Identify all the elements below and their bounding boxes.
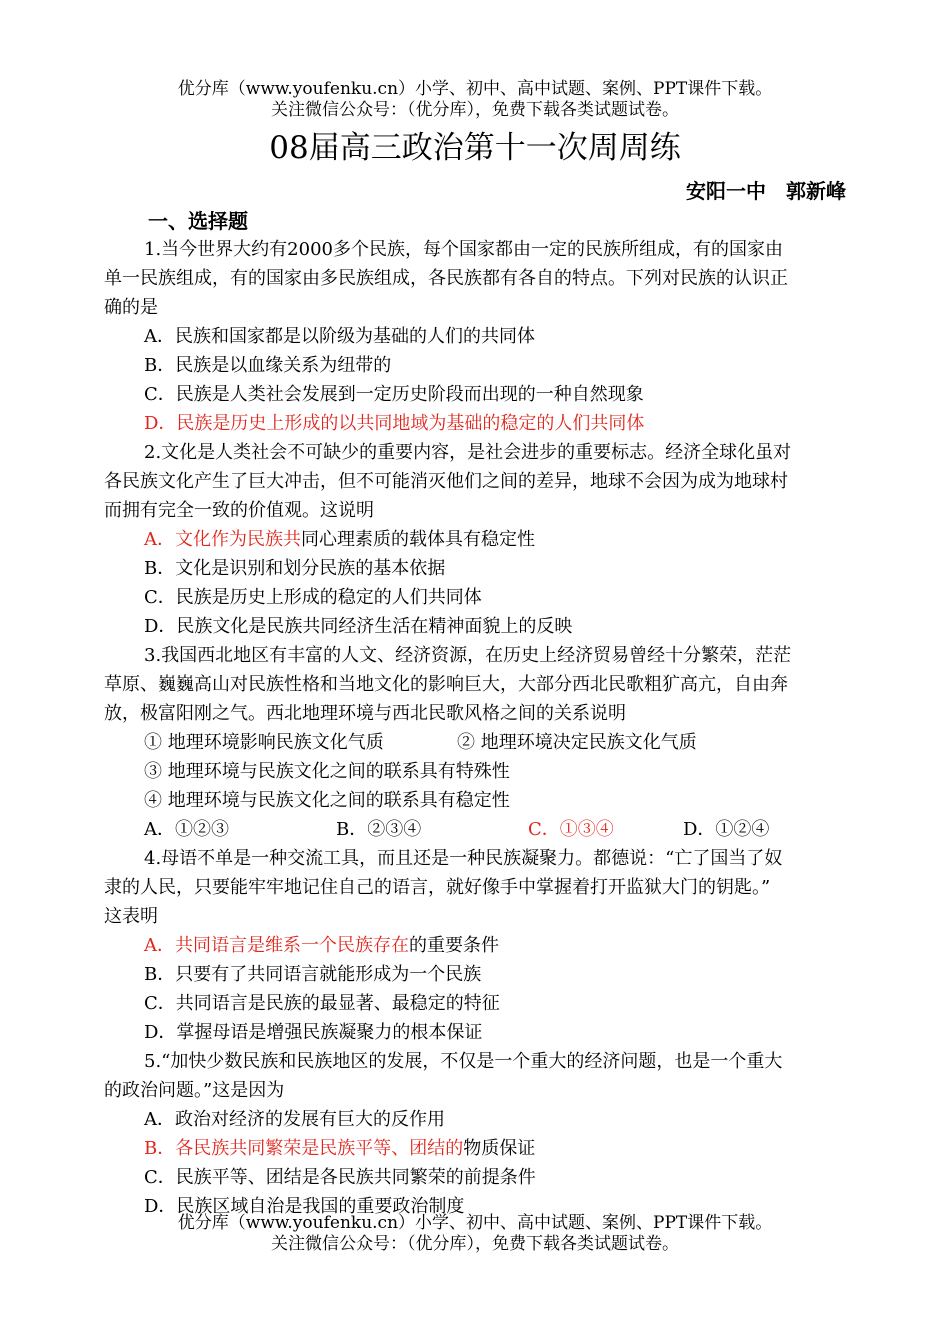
q5-option-b	[104, 1134, 846, 1163]
q2-option-a-highlight: A．文化作为民族共	[144, 529, 301, 550]
q2-option-d: D．民族文化是民族共同经济生活在精神面貌上的反映	[144, 616, 573, 637]
q4-option-b: B．只要有了共同语言就能形成为一个民族	[144, 964, 482, 985]
page-title: 08届高三政治第十一次周周练	[269, 130, 681, 166]
q1-option-d-answer: D．民族是历史上形成的以共同地域为基础的稳定的人们共同体	[144, 413, 645, 434]
q3-stem-line: 3.我国西北地区有丰富的人文、经济资源，在历史上经济贸易曾经十分繁荣，茫茫	[144, 645, 792, 666]
q3-statement-2: ② 地理环境决定民族文化气质	[457, 732, 697, 753]
question-list	[104, 235, 846, 1221]
q2-option-c: C．民族是历史上形成的稳定的人们共同体	[144, 587, 482, 608]
q4-option-a-rest: 的重要条件	[409, 935, 499, 956]
q1-option-b: B．民族是以血缘关系为纽带的	[144, 355, 392, 376]
q3-option-d: D．①②④	[683, 819, 770, 840]
q3-option-b: B．②③④	[336, 819, 422, 840]
q3-option-c-answer: C．①③④	[528, 819, 614, 840]
section-heading: 一、选择题	[148, 209, 248, 233]
q3-statement-4: ④ 地理环境与民族文化之间的联系具有稳定性	[144, 790, 510, 811]
q4-stem-line: 隶的人民，只要能牢牢地记住自己的语言，就好像手中掌握着打开监狱大门的钥匙。”	[104, 877, 771, 898]
q1-stem-line: 单一民族组成，有的国家由多民族组成，各民族都有各自的特点。下列对民族的认识正	[104, 268, 788, 289]
q3-stem-line: 放，极富阳刚之气。西北地理环境与西北民歌风格之间的关系说明	[104, 703, 626, 724]
q5-stem-line: 的政治问题。”这是因为	[104, 1080, 285, 1101]
q5-stem-line: 5.“加快少数民族和民族地区的发展，不仅是一个重大的经济问题，也是一个重大	[144, 1051, 783, 1072]
q2-option-a	[104, 525, 846, 554]
q1-stem-line: 1.当今世界大约有2000多个民族，每个国家都由一定的民族所组成，有的国家由	[144, 239, 783, 260]
q1-stem-line: 确的是	[104, 297, 158, 318]
q3-stem-line: 草原、巍巍高山对民族性格和当地文化的影响巨大，大部分西北民歌粗犷高亢，自由奔	[104, 674, 788, 695]
q3-option-a: A．①②③	[144, 819, 229, 840]
q2-option-b: B．文化是识别和划分民族的基本依据	[144, 558, 446, 579]
q3-statement-3: ③ 地理环境与民族文化之间的联系具有特殊性	[144, 761, 510, 782]
q2-option-a-rest: 同心理素质的载体具有稳定性	[301, 529, 535, 550]
header-line-2: 关注微信公众号：（优分库），免费下载各类试题试卷。	[271, 100, 679, 120]
q2-stem-line: 2.文化是人类社会不可缺少的重要内容，是社会进步的重要标志。经济全球化虽对	[144, 442, 792, 463]
q2-stem-line: 而拥有完全一致的价值观。这说明	[104, 500, 374, 521]
q5-option-b-rest: 物质保证	[463, 1138, 536, 1159]
q5-option-a: A．政治对经济的发展有巨大的反作用	[144, 1109, 445, 1130]
q3-options-row	[104, 815, 846, 844]
q2-stem-line: 各民族文化产生了巨大冲击，但不可能消灭他们之间的差异，地球不会因为成为地球村	[104, 471, 788, 492]
q4-option-a-highlight: A．共同语言是维系一个民族存在	[144, 935, 409, 956]
q5-option-b-highlight: B．各民族共同繁荣是民族平等、团结的	[144, 1138, 464, 1159]
q3-statement-1: ① 地理环境影响民族文化气质	[144, 732, 384, 753]
q4-option-d: D．掌握母语是增强民族凝聚力的根本保证	[144, 1022, 483, 1043]
q3-statement-row	[104, 728, 846, 757]
q4-option-c: C．共同语言是民族的最显著、最稳定的特征	[144, 993, 500, 1014]
q4-stem-line: 这表明	[104, 906, 158, 927]
q5-option-d: D．民族区域自治是我国的重要政治制度	[144, 1196, 465, 1217]
footer-line-1: 优分库（www.youfenku.cn）小学、初中、高中试题、案例、PPT课件下载。	[177, 1213, 773, 1233]
q5-option-c: C．民族平等、团结是各民族共同繁荣的前提条件	[144, 1167, 536, 1188]
q4-stem-line: 4.母语不单是一种交流工具，而且还是一种民族凝聚力。都德说：“亡了国当了奴	[144, 848, 783, 869]
q1-option-c: C．民族是人类社会发展到一定历史阶段而出现的一种自然现象	[144, 384, 644, 405]
author: 安阳一中 郭新峰	[686, 179, 846, 203]
q1-option-a: A．民族和国家都是以阶级为基础的人们的共同体	[144, 326, 535, 347]
q4-option-a	[104, 931, 846, 960]
header-line-1: 优分库（www.youfenku.cn）小学、初中、高中试题、案例、PPT课件下载。	[177, 79, 773, 99]
footer-line-2: 关注微信公众号：（优分库），免费下载各类试题试卷。	[271, 1234, 679, 1254]
